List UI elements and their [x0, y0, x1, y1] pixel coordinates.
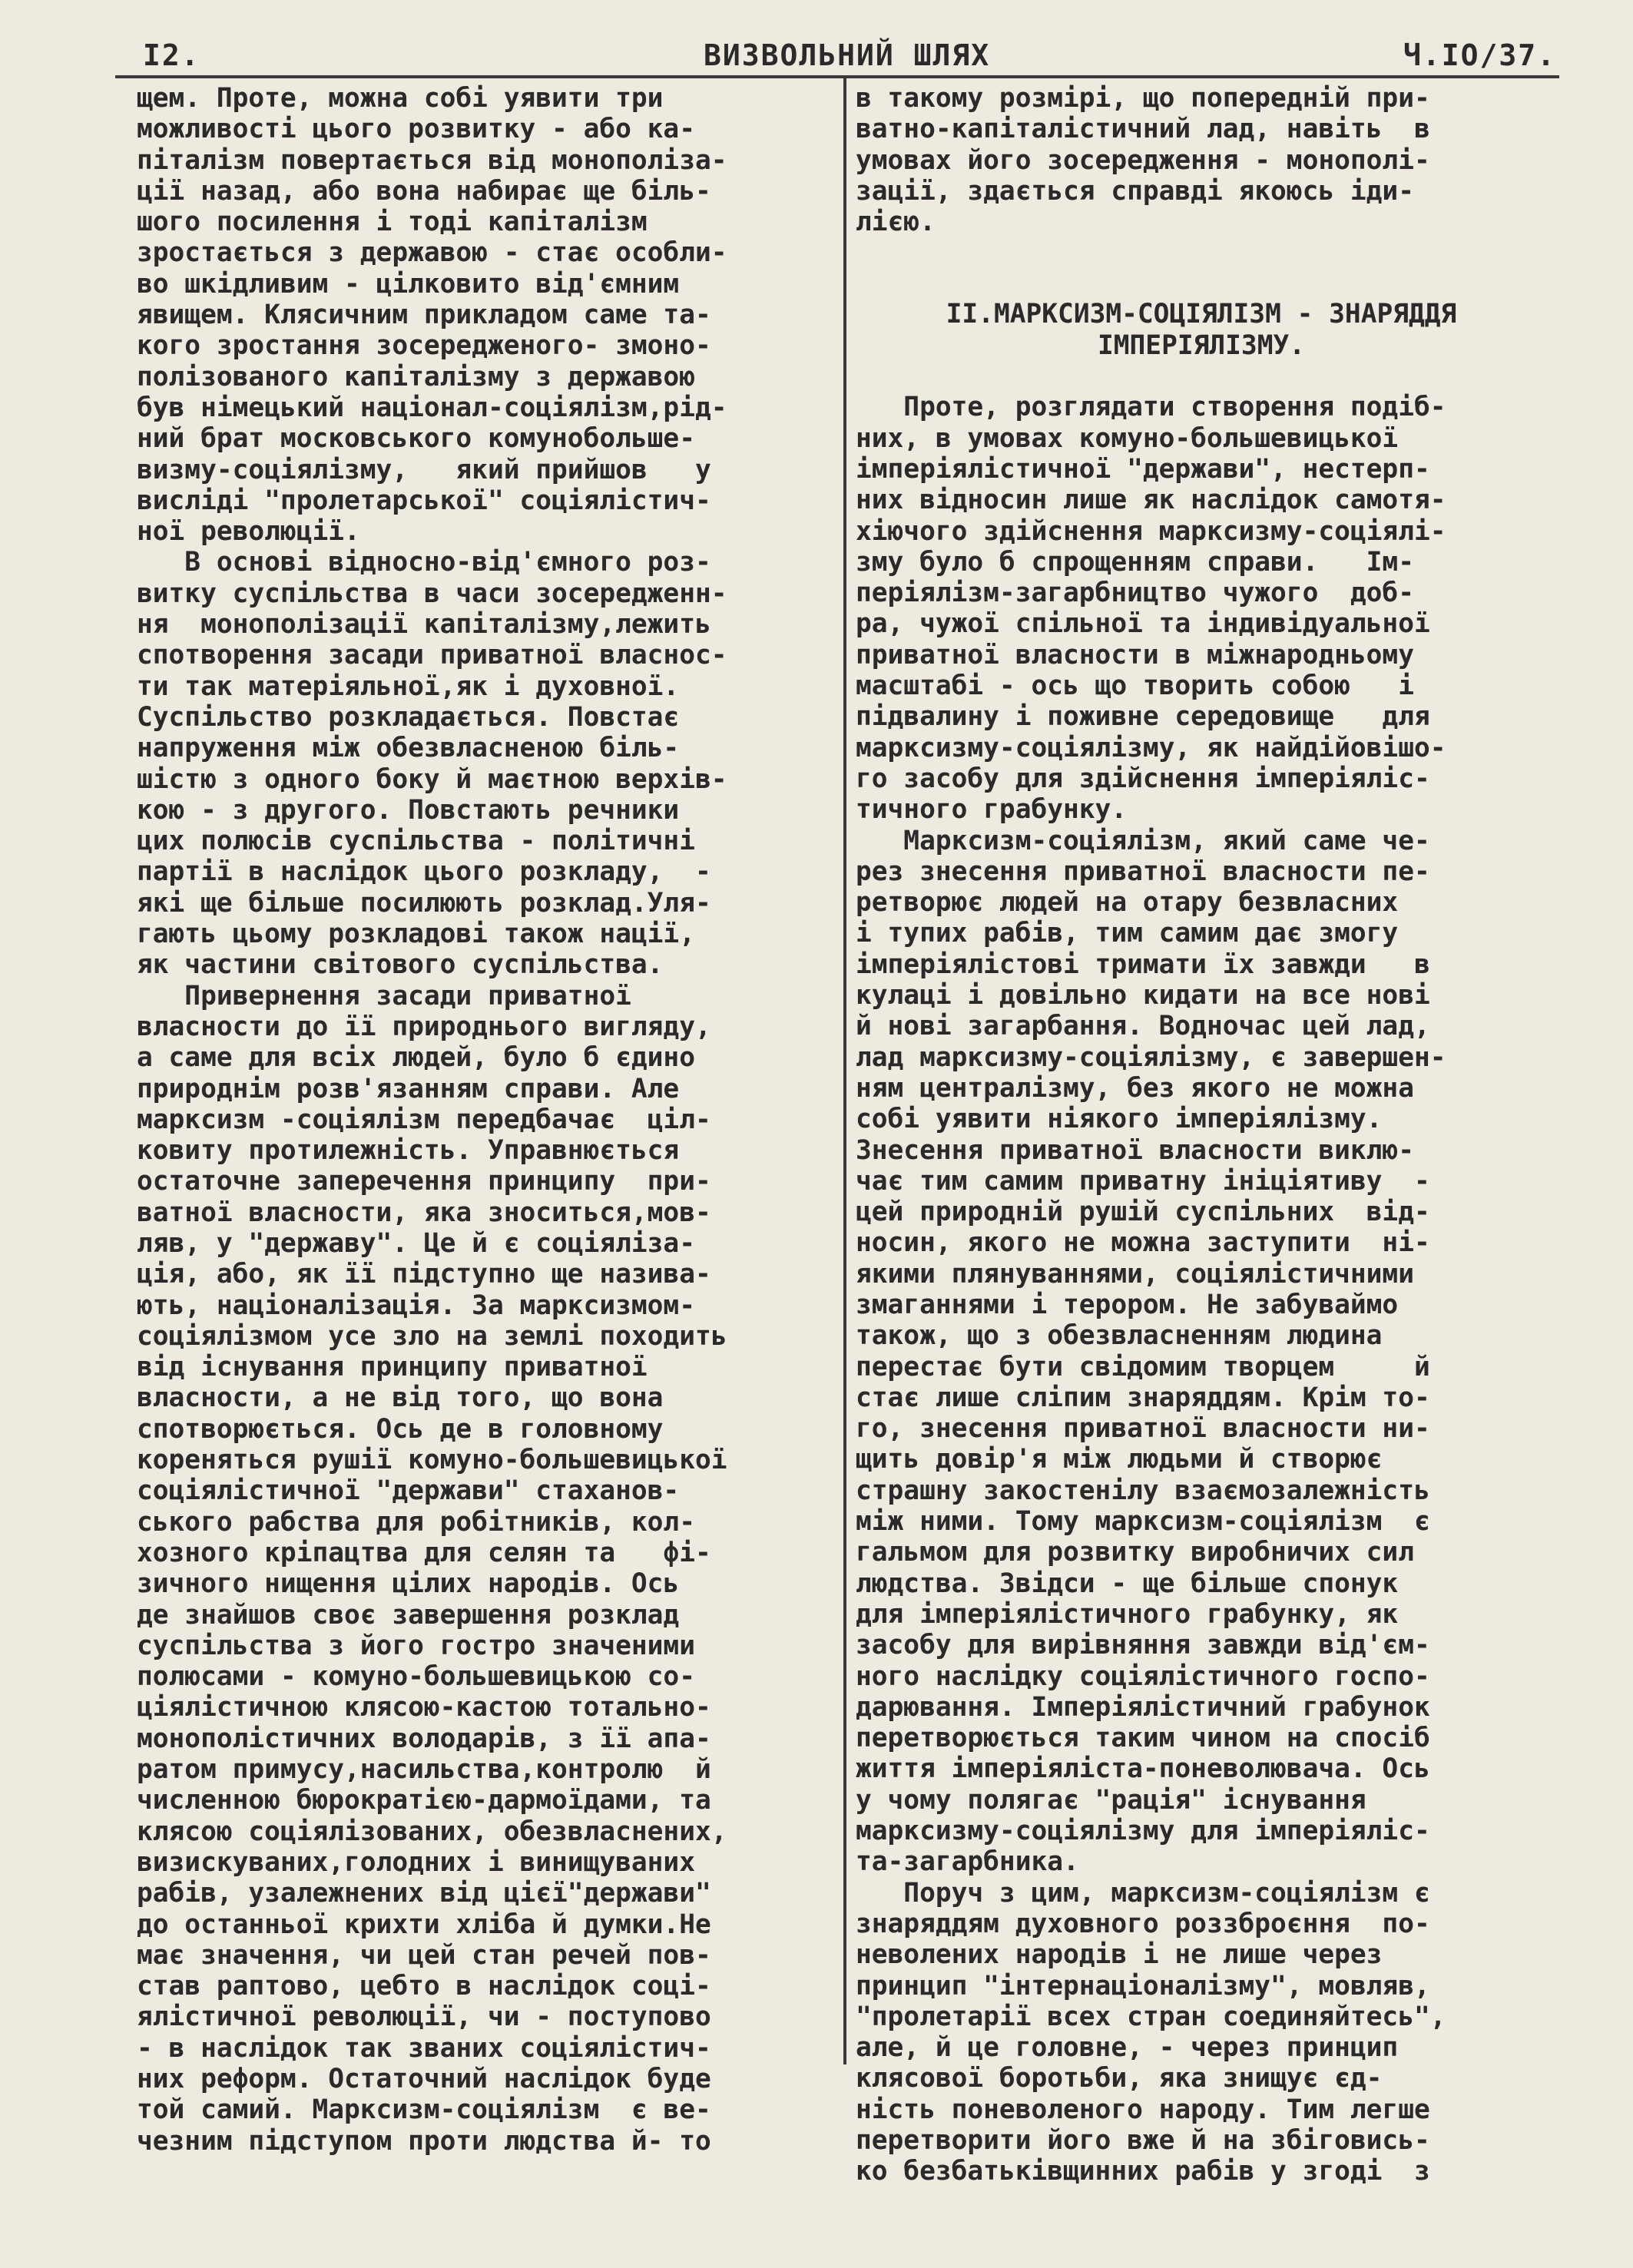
text-line: має значення, чи цей стан речей пов-: [137, 1939, 711, 1971]
text-line: і тупих рабів, тим самим дає змогу: [856, 918, 1399, 949]
text-line: імперіялістові тримати їх завжди в: [856, 949, 1430, 980]
text-line: у чому полягає "рація" існування: [856, 1784, 1366, 1816]
text-line: був німецький націонал-соціялізм,рід-: [137, 392, 727, 423]
text-line: для імперіялістичного грабунку, як: [856, 1598, 1399, 1630]
text-line: можливості цього розвитку - або ка-: [137, 114, 695, 145]
text-line: від існування принципу приватної: [137, 1352, 648, 1383]
text-line: принцип "інтернаціоналізму", мовляв,: [856, 1970, 1430, 2001]
section-heading-line-2: ІМПЕРІЯЛІЗМУ.: [1097, 329, 1306, 361]
text-line: собі уявити ніякого імперіялізму.: [856, 1104, 1383, 1135]
issue-number: Ч.IO/37.: [1403, 38, 1556, 72]
text-line: чає тим самим приватну ініціятиву -: [856, 1165, 1430, 1197]
text-line: природнім розв'язанням справи. Але: [137, 1073, 680, 1104]
text-line: перестає бути свідомим творцем й: [856, 1351, 1430, 1382]
text-line: соціялізмом усе зло на землі походить: [137, 1320, 727, 1352]
text-line: ють, націоналізація. За марксизмом-: [137, 1290, 695, 1321]
text-line: них реформ. Остаточний наслідок буде: [137, 2064, 711, 2094]
text-line: зростається з державою - стає особли-: [137, 237, 727, 269]
text-line: а саме для всіх людей, було б єдино: [137, 1042, 695, 1074]
text-line: шістю з одного боку й маєтною верхів-: [137, 763, 727, 795]
text-line: той самий. Марксизм-соціялізм є ве-: [137, 2094, 711, 2126]
text-line: монополістичних володарів, з її апа-: [137, 1723, 711, 1754]
text-line: приватної власности в міжнародньому: [856, 639, 1414, 670]
text-line: - в наслідок так званих соціялістич-: [137, 2032, 711, 2064]
text-line: перетворюється таким чином на спосіб: [856, 1723, 1430, 1754]
text-line: В основі відносно-від'ємного роз-: [137, 547, 711, 578]
text-line: Привернення засади приватної: [137, 980, 631, 1011]
text-line: знаряддям духовного роззброєння по-: [856, 1908, 1430, 1939]
text-line: них, в умовах комуно-большевицької: [856, 422, 1399, 454]
text-line: неволених народів і не лише через: [856, 1939, 1383, 1971]
text-line: ратом примусу,насильства,контролю й: [137, 1754, 711, 1786]
text-line: людства. Звідси - ще більше спонук: [856, 1568, 1399, 1599]
text-line: витку суспільства в часи зосередженн-: [137, 578, 727, 609]
page-header: [143, 38, 1556, 77]
text-line: во шкідливим - цілковито від'ємним: [137, 268, 680, 300]
text-line: кореняться рушії комуно-большевицької: [137, 1445, 727, 1476]
text-line: перетворити його вже й на збіговись-: [856, 2125, 1430, 2156]
right-column-body-text: [856, 392, 1547, 2187]
text-line: цих полюсів суспільства - політичні: [137, 826, 695, 857]
text-line: ковиту протилежність. Управнюється: [137, 1135, 680, 1167]
text-line: й нові загарбання. Водночас цей лад,: [856, 1011, 1430, 1042]
text-line: кулаці і довільно кидати на все нові: [856, 980, 1430, 1011]
text-line: але, й це головне, - через принцип: [856, 2032, 1399, 2064]
text-line: умовах його зосередження - монополі-: [856, 144, 1430, 176]
text-line: кою - з другого. Повстають речники: [137, 794, 680, 826]
text-line: щем. Проте, можна собі уявити три: [137, 83, 664, 114]
text-line: хозного кріпацтва для селян та фі-: [137, 1537, 711, 1568]
text-line: зації, здається справді якоюсь іди-: [856, 175, 1414, 207]
text-line: спотворення засади приватної власнос-: [137, 640, 727, 671]
text-line: гають цьому розкладові також нації,: [137, 919, 695, 950]
text-line: го, знесення приватної власности ни-: [856, 1413, 1430, 1445]
text-line: марксизм -соціялізм передбачає ціл-: [137, 1104, 711, 1135]
text-line: ретворює людей на отару безвласних: [856, 887, 1399, 919]
text-line: суспільства з його гостро значеними: [137, 1630, 695, 1661]
text-line: стає лише сліпим знаряддям. Крім то-: [856, 1382, 1430, 1413]
text-line: лад марксизму-соціялізму, є завершен-: [856, 1041, 1446, 1073]
text-line: ра, чужої спільної та індивідуальної: [856, 608, 1430, 640]
text-line: рабів, узалежнених від цієї"держави": [137, 1878, 711, 1909]
text-line: визму-соціялізму, який прийшов у: [137, 454, 711, 485]
text-line: змаганнями і терором. Не забуваймо: [856, 1289, 1399, 1320]
text-line: Суспільство розкладається. Повстає: [137, 701, 680, 733]
text-line: полізованого капіталізму з державою: [137, 361, 695, 392]
text-line: між ними. Тому марксизм-соціялізм є: [856, 1506, 1430, 1538]
text-line: рез знесення приватної власности пе-: [856, 856, 1430, 887]
text-line: лією.: [856, 207, 936, 238]
text-line: ляв, у "державу". Це й є соціялізa-: [137, 1227, 695, 1259]
text-line: остаточне заперечення принципу при-: [137, 1166, 711, 1197]
text-line: та-загарбника.: [856, 1846, 1079, 1878]
text-line: ня монополізації капіталізму,лежить: [137, 609, 711, 641]
text-line: го засобу для здійснення імперіяліс-: [856, 763, 1430, 794]
text-line: спотворюється. Ось де в головному: [137, 1413, 664, 1445]
text-line: ватно-капіталістичний лад, навіть в: [856, 114, 1430, 145]
text-line: клясою соціялізованих, обезвласнених,: [137, 1816, 727, 1847]
text-line: висліді "пролетарської" соціялістич-: [137, 485, 711, 516]
text-line: власности, а не від того, що вона: [137, 1382, 664, 1414]
text-line: зичного нищення цілих народів. Ось: [137, 1568, 680, 1600]
text-line: ко безбатьківщинних рабів у згоді з: [856, 2156, 1430, 2187]
text-line: явищем. Клясичним прикладом саме та-: [137, 300, 711, 331]
left-column: [137, 83, 824, 2157]
text-line: як частини світового суспільства.: [137, 949, 664, 981]
text-line: в такому розмірі, що попередній при-: [856, 83, 1430, 114]
text-line: ції назад, або вона набирає ще біль-: [137, 175, 711, 207]
right-column-top-text: [856, 83, 1547, 237]
text-line: Марксизм-соціялізм, який саме че-: [856, 825, 1430, 856]
text-line: ського рабства для робітників, кол-: [137, 1506, 695, 1538]
text-line: полюсами - комуно-большевицькою со-: [137, 1661, 695, 1693]
text-line: партії в наслідок цього розкладу, -: [137, 856, 711, 888]
text-line: періялізм-загарбництво чужого доб-: [856, 578, 1414, 609]
text-line: кого зростання зосередженого- змоно-: [137, 330, 711, 362]
text-line: ний брат московського комунобольше-: [137, 423, 695, 455]
text-line: зму було б спрощенням справи. Ім-: [856, 546, 1414, 578]
text-line: ялістичної революції, чи - поступово: [137, 2001, 711, 2033]
text-line: хіючого здійснення марксизму-соціялі-: [856, 515, 1446, 547]
text-line: ність поневоленого народу. Тим легше: [856, 2094, 1430, 2125]
text-line: також, що з обезвласненням людина: [856, 1320, 1383, 1352]
text-line: які ще більше посилюють розклад.Уля-: [137, 887, 711, 919]
text-line: імперіялістичної "держави", нестерп-: [856, 453, 1430, 485]
text-line: підвалину і поживне середовище для: [856, 701, 1430, 733]
text-line: життя імперіяліста-поневолювача. Ось: [856, 1753, 1430, 1785]
text-line: гальмом для розвитку виробничих сил: [856, 1537, 1414, 1568]
text-line: щить довір'я між людьми й створює: [856, 1444, 1383, 1475]
text-line: шого посилення і тоді капіталізм: [137, 207, 648, 238]
text-line: де знайшов своє завершення розклад: [137, 1599, 680, 1631]
text-line: марксизму-соціялізму, як найдійовішо-: [856, 732, 1446, 763]
text-line: визискуваних,голодних і винищуваних: [137, 1846, 695, 1878]
text-line: ного наслідку соціялістичного госпо-: [856, 1660, 1430, 1692]
text-line: них відносин лише як наслідок самотя-: [856, 485, 1446, 516]
text-line: засобу для вирівняння завжди від'єм-: [856, 1630, 1430, 1661]
text-line: носин, якого не можна заступити ні-: [856, 1227, 1430, 1259]
text-line: власности до її природнього вигляду,: [137, 1011, 711, 1042]
text-line: "пролетарії всех стран соединяйтесь",: [856, 2001, 1446, 2032]
text-line: цей природній рушій суспільних від-: [856, 1197, 1430, 1228]
text-line: ням централізму, без якого не можна: [856, 1072, 1414, 1104]
text-line: численною бюрократією-дармоїдами, та: [137, 1785, 711, 1816]
text-line: Проте, розглядати створення подіб-: [856, 392, 1446, 423]
text-line: ватної власности, яка зноситься,мов-: [137, 1197, 711, 1228]
header-rule: [115, 75, 1559, 78]
text-line: ти так матеріяльної,як і духовної.: [137, 670, 680, 702]
text-line: напруження між обезвласненою біль-: [137, 733, 680, 764]
text-line: Знесення приватної власности виклю-: [856, 1134, 1414, 1166]
text-line: страшну закостенілу взаємозалежність: [856, 1475, 1430, 1506]
text-line: ція, або, як її підступно ще назива-: [137, 1259, 711, 1290]
right-column: [856, 83, 1547, 2187]
section-heading-line-1: II.МАРКСИЗМ-СОЦІЯЛІЗМ - ЗНАРЯДДЯ: [946, 299, 1457, 330]
text-line: якими плянуваннями, соціялістичними: [856, 1258, 1414, 1290]
text-line: Поруч з цим, марксизм-соціялізм є: [856, 1877, 1430, 1909]
text-line: став раптово, цебто в наслідок соці-: [137, 1971, 711, 2002]
text-line: масштабі - ось що творить собою і: [856, 670, 1414, 702]
text-line: клясової боротьби, яка знищує єд-: [856, 2063, 1383, 2094]
publication-title: ВИЗВОЛЬНИЙ ШЛЯХ: [704, 38, 991, 72]
text-line: піталізм повертається від монополіза-: [137, 144, 727, 176]
text-line: марксизму-соціялізму для імперіяліс-: [856, 1816, 1430, 1847]
text-line: чезним підступом проти людства й- то: [137, 2125, 711, 2157]
column-divider: [843, 75, 846, 2064]
text-line: соціялістичної "держави" стаханов-: [137, 1475, 680, 1507]
text-line: дарювання. Імперіялістичний грабунок: [856, 1691, 1430, 1723]
text-line: до останньої крихти хліба й думки.Не: [137, 1909, 711, 1940]
text-line: ціялістичною клясою-кастою тотально-: [137, 1692, 711, 1723]
page-number: I2.: [143, 38, 200, 72]
text-line: тичного грабунку.: [856, 794, 1128, 826]
text-line: ної революції.: [137, 516, 360, 548]
